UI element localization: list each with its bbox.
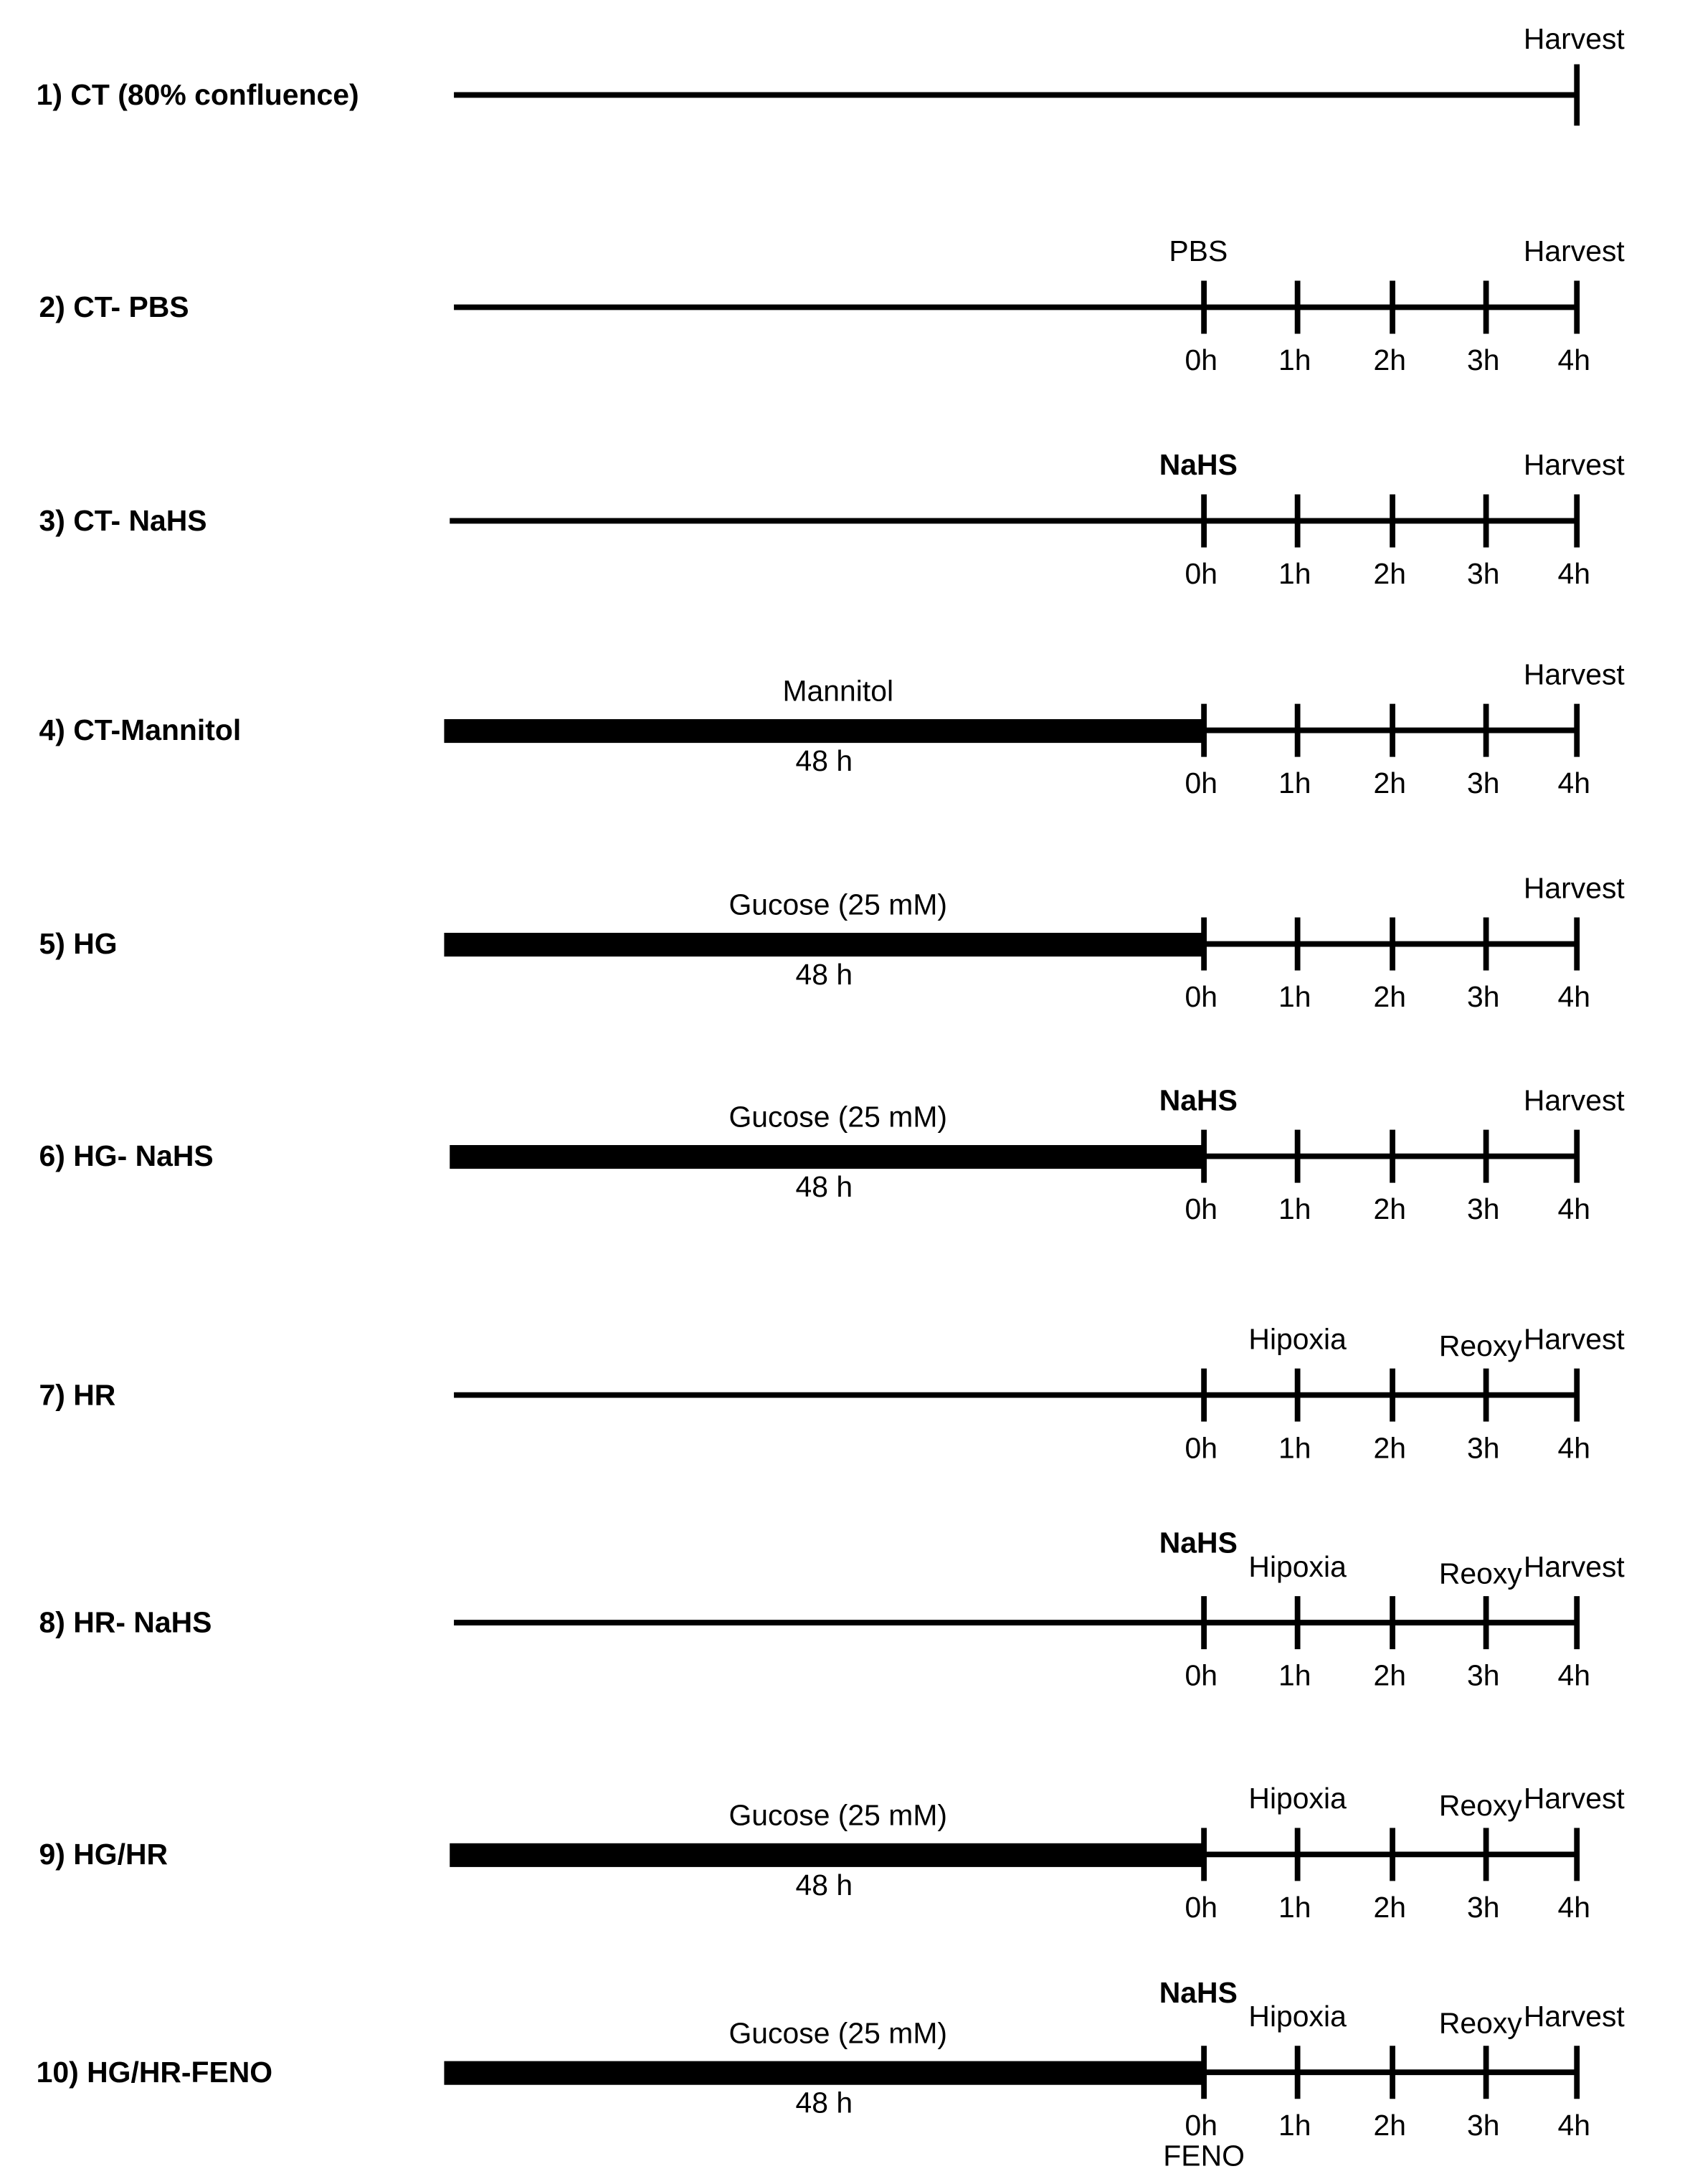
tick-label: 2h: [1373, 1192, 1406, 1226]
row-label: 10) HG/HR-FENO: [36, 2055, 273, 2089]
pretreatment-label: Gucose (25 mM): [728, 2016, 948, 2050]
tick-label: 0h: [1185, 1431, 1217, 1465]
reoxygenation-phase-label: Reoxy: [1438, 2006, 1522, 2040]
tick-label: 1h: [1278, 980, 1311, 1014]
tick-label: 1h: [1278, 1431, 1311, 1465]
harvest-label: Harvest: [1523, 1549, 1625, 1583]
tick-label: 1h: [1278, 1658, 1311, 1692]
tick-label: 3h: [1466, 1658, 1500, 1692]
tick-label: 1h: [1278, 766, 1311, 800]
tick-label: 3h: [1466, 2108, 1500, 2142]
row-label: 7) HR: [39, 1378, 116, 1412]
tick-label: 3h: [1466, 557, 1500, 591]
harvest-label: Harvest: [1523, 448, 1625, 482]
tick-label: 2h: [1373, 1431, 1406, 1465]
row-label: 3) CT- NaHS: [39, 504, 207, 538]
feno-label: FENO: [1163, 2139, 1245, 2173]
hypoxia-phase-label: Hipoxia: [1248, 1322, 1347, 1356]
tick-label: 4h: [1557, 766, 1591, 800]
row-label: 1) CT (80% confluence): [36, 78, 359, 112]
pretreatment-label: Gucose (25 mM): [728, 888, 948, 921]
tick-label: 2h: [1373, 980, 1406, 1014]
pretreatment-bar: [444, 719, 1204, 743]
tick-label: 4h: [1557, 1192, 1591, 1226]
row-label: 6) HG- NaHS: [39, 1139, 214, 1173]
tick-label: 0h: [1185, 1658, 1217, 1692]
timeline-row: [39, 448, 1625, 590]
treatment-marker-label: NaHS: [1159, 1975, 1238, 2009]
pretreatment-duration: 48 h: [795, 1170, 853, 1204]
timeline-row: [39, 1083, 1625, 1225]
pretreatment-label: Gucose (25 mM): [728, 1100, 948, 1134]
row-label: 5) HG: [39, 927, 118, 961]
treatment-marker-label: NaHS: [1159, 448, 1238, 482]
treatment-marker-label: PBS: [1169, 234, 1228, 268]
tick-label: 2h: [1373, 2108, 1406, 2142]
row-label: 4) CT-Mannitol: [39, 713, 242, 747]
harvest-label: Harvest: [1523, 234, 1625, 268]
timeline-row: [39, 1322, 1625, 1464]
tick-label: 3h: [1466, 1431, 1500, 1465]
harvest-label: Harvest: [1523, 1322, 1625, 1356]
timeline-row: [39, 871, 1625, 1013]
tick-label: 0h: [1185, 2108, 1217, 2142]
tick-label: 0h: [1185, 343, 1217, 377]
pretreatment-label: Mannitol: [782, 674, 894, 708]
tick-label: 0h: [1185, 1891, 1217, 1924]
harvest-label: Harvest: [1523, 1782, 1625, 1815]
treatment-marker-label: NaHS: [1159, 1526, 1238, 1559]
tick-label: 1h: [1278, 557, 1311, 591]
pretreatment-duration: 48 h: [795, 2086, 853, 2119]
tick-label: 4h: [1557, 1431, 1591, 1465]
pretreatment-duration: 48 h: [795, 958, 853, 992]
pretreatment-bar: [444, 2061, 1204, 2085]
hypoxia-phase-label: Hipoxia: [1248, 1999, 1347, 2033]
hypoxia-phase-label: Hipoxia: [1248, 1549, 1347, 1583]
row-label: 2) CT- PBS: [39, 290, 189, 324]
tick-label: 2h: [1373, 557, 1406, 591]
timeline-rows: [37, 22, 1625, 2173]
reoxygenation-phase-label: Reoxy: [1438, 1788, 1522, 1822]
tick-label: 0h: [1185, 1192, 1217, 1226]
tick-label: 3h: [1466, 343, 1500, 377]
row-label: 9) HG/HR: [39, 1838, 168, 1871]
tick-label: 2h: [1373, 766, 1406, 800]
tick-label: 1h: [1278, 2108, 1311, 2142]
pretreatment-bar: [444, 933, 1204, 956]
tick-label: 4h: [1557, 1891, 1591, 1924]
timeline-row: [37, 1976, 1625, 2173]
tick-label: 4h: [1557, 343, 1591, 377]
treatment-marker-label: NaHS: [1159, 1083, 1238, 1117]
tick-label: 1h: [1278, 343, 1311, 377]
tick-label: 2h: [1373, 1658, 1406, 1692]
tick-label: 0h: [1185, 557, 1217, 591]
tick-label: 4h: [1557, 2108, 1591, 2142]
tick-label: 3h: [1466, 766, 1500, 800]
tick-label: 4h: [1557, 557, 1591, 591]
pretreatment-duration: 48 h: [795, 744, 853, 778]
pretreatment-bar: [450, 1843, 1204, 1867]
tick-label: 3h: [1466, 1891, 1500, 1924]
reoxygenation-phase-label: Reoxy: [1438, 1329, 1522, 1363]
timeline-row: [39, 234, 1625, 376]
harvest-label: Harvest: [1523, 657, 1625, 691]
pretreatment-bar: [450, 1145, 1204, 1169]
timeline-row: [37, 22, 1625, 125]
reoxygenation-phase-label: Reoxy: [1438, 1557, 1522, 1590]
harvest-label: Harvest: [1523, 871, 1625, 905]
timeline-row: [39, 657, 1625, 799]
tick-label: 2h: [1373, 343, 1406, 377]
pretreatment-duration: 48 h: [795, 1868, 853, 1901]
harvest-label: Harvest: [1523, 1999, 1625, 2033]
tick-label: 3h: [1466, 980, 1500, 1014]
tick-label: 1h: [1278, 1891, 1311, 1924]
tick-label: 4h: [1557, 1658, 1591, 1692]
tick-label: 0h: [1185, 980, 1217, 1014]
tick-label: 4h: [1557, 980, 1591, 1014]
timeline-row: [39, 1782, 1625, 1924]
pretreatment-label: Gucose (25 mM): [728, 1798, 948, 1832]
harvest-label: Harvest: [1523, 22, 1625, 56]
tick-label: 3h: [1466, 1192, 1500, 1226]
tick-label: 0h: [1185, 766, 1217, 800]
hypoxia-phase-label: Hipoxia: [1248, 1782, 1347, 1815]
row-label: 8) HR- NaHS: [39, 1605, 212, 1639]
tick-label: 2h: [1373, 1891, 1406, 1924]
harvest-label: Harvest: [1523, 1083, 1625, 1117]
timeline-row: [39, 1527, 1625, 1692]
tick-label: 1h: [1278, 1192, 1311, 1226]
